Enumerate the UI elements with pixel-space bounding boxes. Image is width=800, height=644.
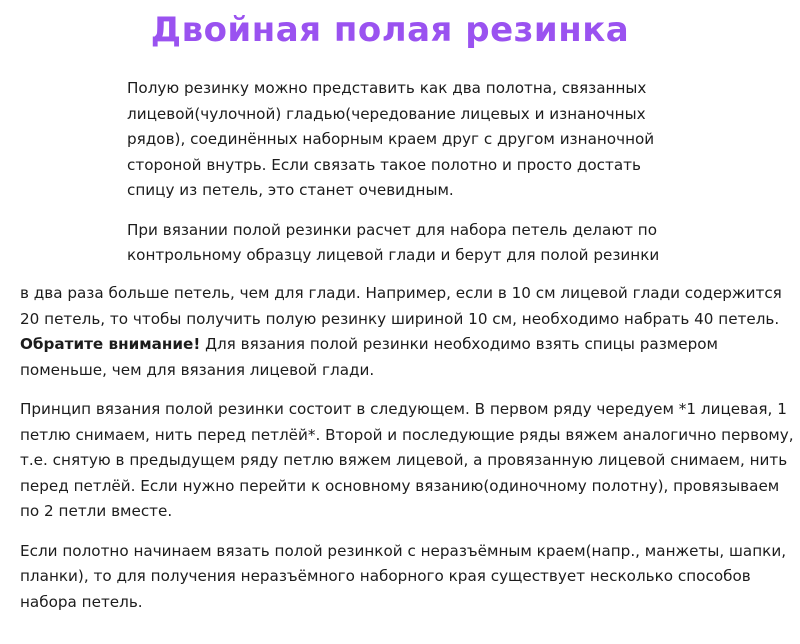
text-line: стороной внутрь. Если связать такое полотно и просто достать [127,155,641,174]
text-line: в два раза больше петель, чем для глади. Например, если в 10 см лицевой глади содержится [20,284,782,302]
text-line: рядов), соединённых наборным краем друг с другом изнаночной [127,130,655,148]
text-line: поменьше, чем для вязания лицевой глади. [20,360,375,379]
main-column [20,281,794,629]
paragraph-calculation-cont [20,281,790,383]
text-line: набора петель. [20,592,143,611]
text-line: петлю снимаем, нить перед петлёй*. Второй и последующие ряды вяжем аналогично первому, [20,425,794,444]
page-title: Двойная полая резинка [150,10,630,50]
text-line: т.е. снятую в предыдущем ряду петлю вяжем лицевой, а провязанную лицевой снимаем, нить [20,451,788,469]
paragraph-calculation-start [127,218,667,269]
text-line: При вязании полой резинки расчет для набора петель делают по [127,220,657,239]
text-line: планки), то для получения неразъёмного наборного края существует несколько способов [20,567,751,585]
text-line: Если полотно начинаем вязать полой резинкой с неразъёмным краем(напр., манжеты, шапки, [20,541,787,560]
text-line: Принцип вязания полой резинки состоит в следующем. В первом ряду чередуем *1 лицевая, 1 [20,400,787,418]
attention-bold: Обратите внимание! [20,335,201,353]
text-line: Полую резинку можно представить как два полотна, связанных [127,79,647,97]
paragraph-principle [20,397,794,525]
text-line: лицевой(чулочной) гладью(чередование лицевых и изнаночных [127,104,646,123]
attention-line [20,332,790,358]
attention-text: Для вязания полой резинки необходимо взять спицы размером [200,335,718,353]
text-line: по 2 петли вместе. [20,502,173,520]
text-line: перед петлёй. Если нужно перейти к основному вязанию(одиночному полотну), провязываем [20,476,780,495]
text-line: контрольному образцу лицевой глади и берут для полой резинки [127,246,660,264]
paragraph-intro [127,76,667,204]
text-line: 20 петель, то чтобы получить полую резинку шириной 10 см, необходимо набрать 40 петель. [20,309,780,328]
text-line: спицу из петель, это станет очевидным. [127,181,454,199]
paragraph-edge [20,539,790,616]
intro-column [127,76,667,283]
